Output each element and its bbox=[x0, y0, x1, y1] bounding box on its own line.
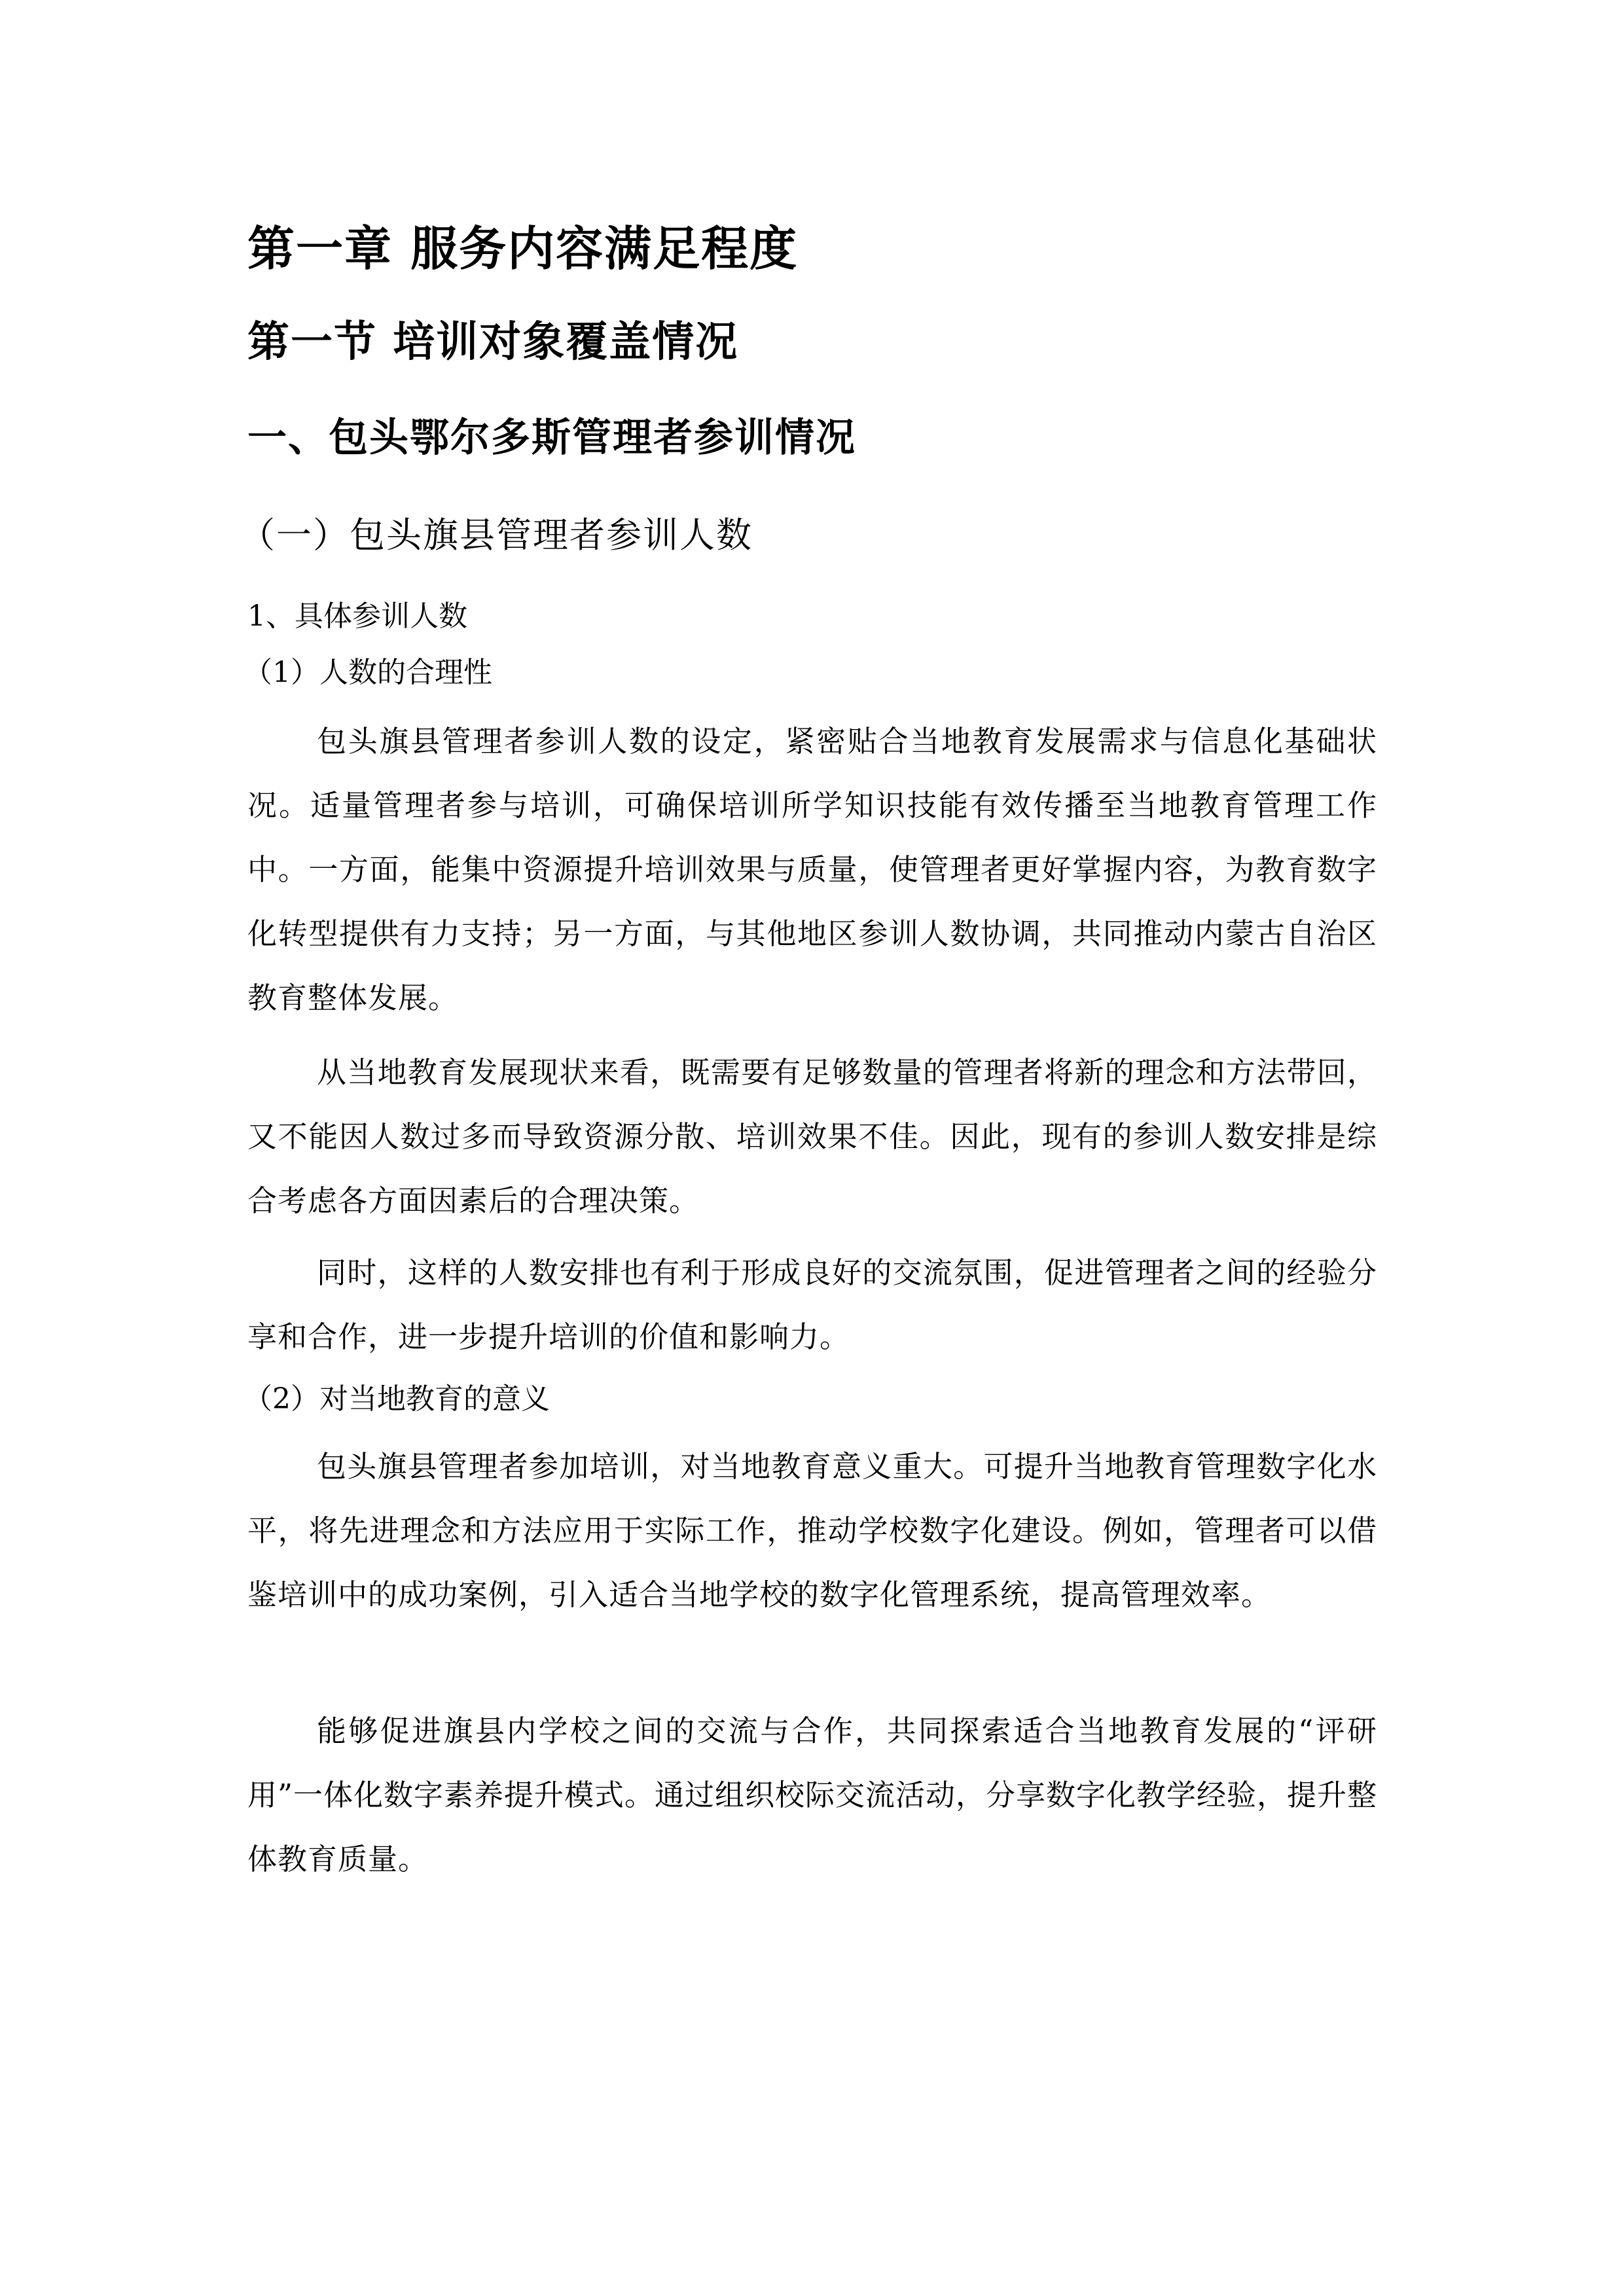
chapter-title: 第一章 服务内容满足程度 bbox=[247, 221, 799, 276]
part2-paragraph-2: 能够促进旗县内学校之间的交流与合作，共同探索适合当地教育发展的“评研用”一体化数字素养提升模式。通过组织校际交流活动，分享数字化教学经验，提升整体教育质量。 bbox=[247, 1713, 1378, 1876]
part2-heading: （2）对当地教育的意义 bbox=[244, 1382, 550, 1416]
part1-paragraph-3: 同时，这样的人数安排也有利于形成良好的交流氛围，促进管理者之间的经验分享和合作，进一步提升培训的价值和影响力。 bbox=[247, 1255, 1377, 1354]
part1-paragraph-1: 包头旗县管理者参训人数的设定，紧密贴合当地教育发展需求与信息化基础状况。适量管理者参与培训，可确保培训所学知识技能有效传播至当地教育管理工作中。一方面，能集中资源提升培训效果与质量，使管理者更好掌握内容，为教育数字化转型提供有力支持；另一方面，与其他地区参训人数协调，共同推动内蒙古自治区教育整体发展。 bbox=[247, 724, 1377, 1015]
subsection-title: 一、包头鄂尔多斯管理者参训情况 bbox=[247, 415, 856, 461]
section-title: 第一节 培训对象覆盖情况 bbox=[247, 317, 739, 367]
part1-paragraph-2: 从当地教育发展现状来看，既需要有足够数量的管理者将新的理念和方法带回，又不能因人数过多而导致资源分散、培训效果不佳。因此，现有的参训人数安排是综合考虑各方面因素后的合理决策。 bbox=[247, 1055, 1377, 1218]
part1-heading: （1）人数的合理性 bbox=[244, 656, 492, 689]
part2-paragraph-1: 包头旗县管理者参加培训，对当地教育意义重大。可提升当地教育管理数字化水平，将先进理念和方法应用于实际工作，推动学校数字化建设。例如，管理者可以借鉴培训中的成功案例，引入适合当地学校的数字化管理系统，提高管理效率。 bbox=[247, 1449, 1377, 1612]
sub-subsection-title: （一）包头旗县管理者参训人数 bbox=[240, 514, 753, 556]
item-title: 1、具体参训人数 bbox=[247, 600, 467, 633]
